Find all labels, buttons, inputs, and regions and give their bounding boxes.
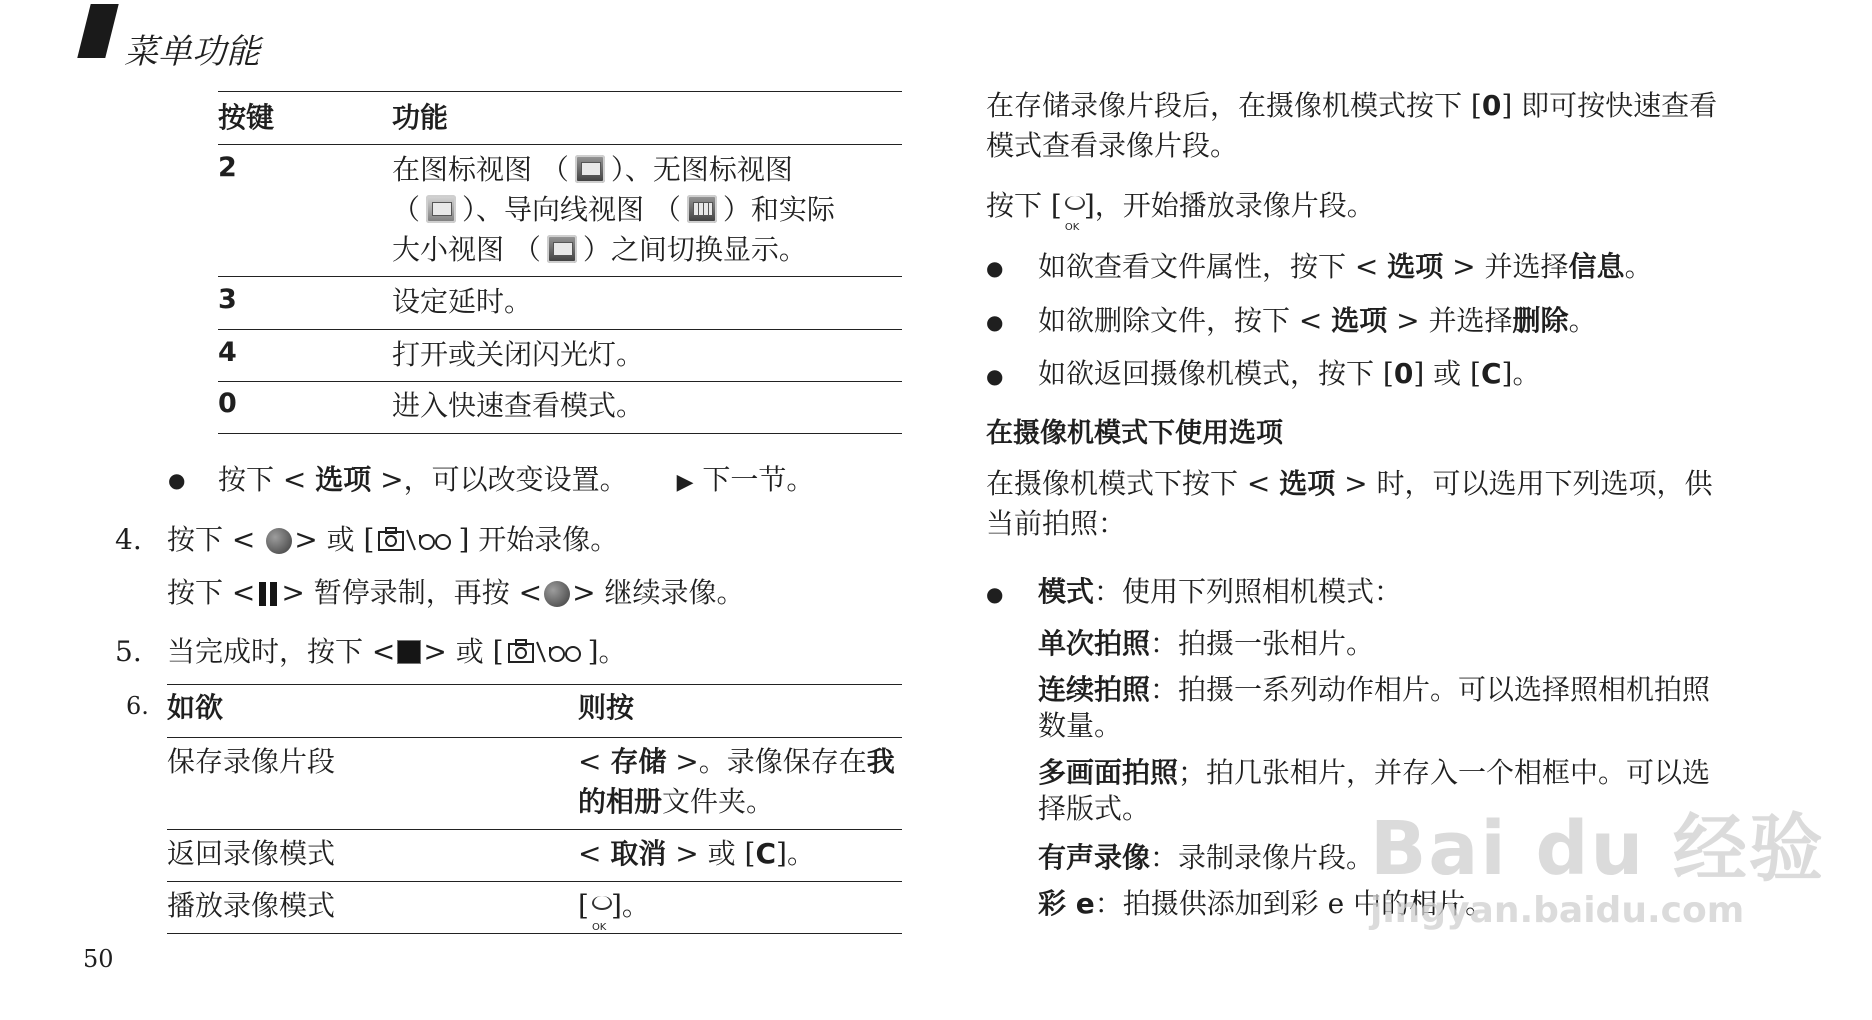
- single-shot-option: 单次拍照：拍摄一张相片。: [1038, 627, 1375, 660]
- baidu-watermark: Bai du 经验 jingyan.baidu.com: [1370, 806, 1825, 931]
- page-number: 50: [83, 945, 114, 973]
- multi-shot-option: 多画面拍照；拍几张相片，并存入一个相框中。可以选: [1038, 756, 1711, 789]
- table-header-key: 按键: [218, 101, 275, 134]
- table-cell-want: 返回录像模式: [167, 837, 336, 870]
- table-header-press: 则按: [578, 691, 635, 724]
- bullet-view-properties: 如欲查看文件属性，按下 < 选项 > 并选择信息。: [1038, 250, 1653, 283]
- triangle-arrow-icon: ▶: [676, 470, 694, 495]
- voice-record-option: 有声录像：录制录像片段。: [1038, 841, 1375, 874]
- table-bottom-rule: [218, 433, 902, 434]
- play-instruction: 按下 [ OK ]，开始播放录像片段。: [986, 189, 1375, 233]
- guideline-view-icon: [687, 195, 717, 223]
- table-top-rule: [167, 684, 902, 685]
- mode-option: 模式：使用下列照相机模式：: [1038, 575, 1403, 608]
- step4-text: 按下 < > 或 [ ] 开始录像。: [167, 520, 618, 563]
- continuous-shot-option-line2: 数量。: [1038, 709, 1123, 742]
- camera-key-icon: [507, 635, 585, 675]
- table-cell-want: 保存录像片段: [167, 745, 336, 778]
- settings-note: 按下 < 选项 >，可以改变设置。 ▶ 下一节。: [218, 463, 815, 496]
- multi-shot-option-line2: 择版式。: [1038, 792, 1151, 825]
- table-rule: [218, 144, 902, 145]
- table-top-rule: [218, 91, 902, 92]
- table-rule: [218, 329, 902, 330]
- table-rule: [167, 881, 902, 882]
- right-paragraph-line2: 模式查看录像片段。: [986, 129, 1239, 162]
- table-row-key: 4: [218, 337, 237, 368]
- step5-text: 当完成时，按下 < > 或 [ ]。: [167, 632, 627, 675]
- table-cell-press-line2: 的相册文件夹。: [578, 785, 775, 818]
- record-circle-icon: [544, 581, 570, 607]
- bullet-dot: ●: [986, 582, 1004, 606]
- table-row-function: 设定延时。: [392, 285, 533, 318]
- right-paragraph-line1: 在存储录像片段后，在摄像机模式按下 [0] 即可按快速查看: [986, 89, 1718, 122]
- page-header-title: 菜单功能: [124, 32, 260, 72]
- table-header-function: 功能: [392, 101, 449, 134]
- bullet-return-camcorder: 如欲返回摄像机模式，按下 [0] 或 [C]。: [1038, 357, 1541, 390]
- section-title: 在摄像机模式下使用选项: [986, 418, 1283, 449]
- record-circle-icon: [266, 528, 292, 554]
- ok-key-icon: OK: [1063, 195, 1083, 221]
- color-e-option: 彩 e：拍摄供添加到彩 e 中的相片。: [1038, 887, 1494, 920]
- table-bottom-rule: [167, 933, 902, 934]
- step4-line2: 按下 < > 暂停录制，再按 < > 继续录像。: [167, 573, 744, 617]
- stop-icon: [397, 640, 421, 664]
- table-rule: [167, 737, 902, 738]
- ok-key-icon: OK: [590, 895, 610, 921]
- options-intro-line2: 当前拍照：: [986, 507, 1127, 540]
- options-intro-line1: 在摄像机模式下按下 < 选项 > 时，可以选用下列选项，供: [986, 467, 1713, 500]
- table-row-key: 0: [218, 388, 237, 419]
- table-cell-want: 播放录像模式: [167, 889, 336, 922]
- bullet-dot: ●: [986, 310, 1004, 334]
- actual-size-view-icon: [547, 235, 577, 263]
- table-row-key: 3: [218, 284, 237, 315]
- table-row-function: 进入快速查看模式。: [392, 389, 645, 422]
- bullet-dot: ●: [986, 364, 1004, 388]
- step-number: 4.: [115, 523, 142, 556]
- camera-key-icon: [377, 523, 455, 563]
- step-number: 5.: [115, 635, 142, 668]
- no-icon-view-icon: [426, 195, 456, 223]
- table-cell-press: < 取消 > 或 [C]。: [578, 837, 815, 870]
- step-number: 6.: [126, 692, 149, 720]
- bullet-dot: ●: [168, 468, 186, 492]
- table-row-function-line3: 大小视图 （ ）之间切换显示。: [392, 233, 807, 266]
- table-cell-press: [ OK ]。: [578, 889, 650, 933]
- table-row-function: 在图标视图 （ ）、无图标视图: [392, 153, 793, 186]
- table-rule: [167, 829, 902, 830]
- pause-icon: [257, 577, 279, 617]
- continuous-shot-option: 连续拍照：拍摄一系列动作相片。可以选择照相机拍照: [1038, 673, 1711, 706]
- bullet-delete-file: 如欲删除文件，按下 < 选项 > 并选择删除。: [1038, 304, 1597, 337]
- table-rule: [218, 381, 902, 382]
- table-header-want: 如欲: [167, 691, 224, 724]
- table-rule: [218, 276, 902, 277]
- table-row-function-line2: （ ）、导向线视图 （ ）和实际: [392, 193, 835, 226]
- table-row-function: 打开或关闭闪光灯。: [392, 338, 645, 371]
- table-cell-press: < 存储 >。录像保存在我: [578, 745, 895, 778]
- bullet-dot: ●: [986, 256, 1004, 280]
- table-row-key: 2: [218, 152, 237, 183]
- icon-view-icon: [575, 155, 605, 183]
- header-decor-bar: [77, 4, 118, 58]
